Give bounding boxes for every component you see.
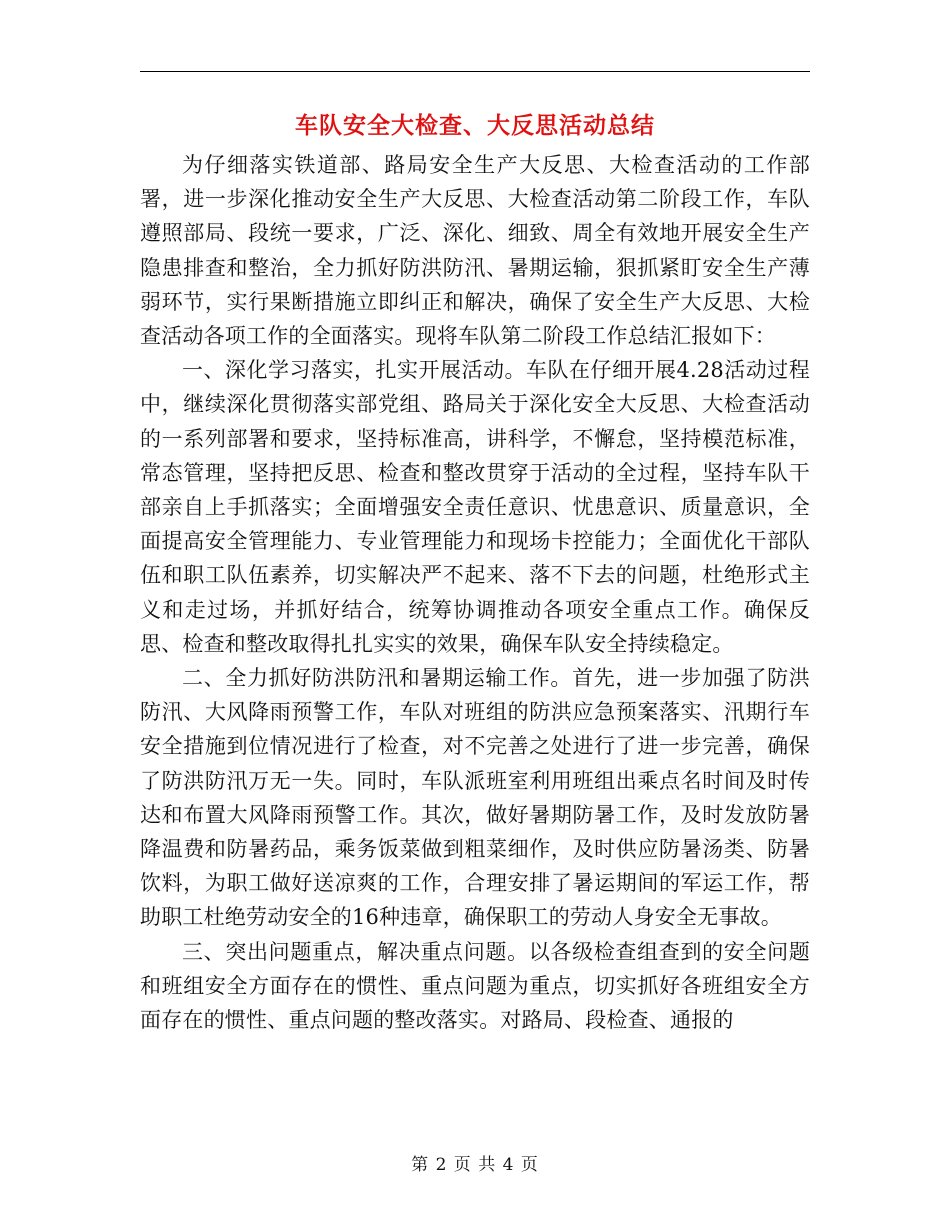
paragraph-section-3: 三、突出问题重点，解决重点问题。以各级检查组查到的安全问题和班组安全方面存在的惯性、重点问题为重点，切实抓好各班组安全方面存在的惯性、重点问题的整改落实。对路局、段检查、通报的 [140, 939, 810, 1033]
header-rule [140, 71, 810, 72]
paragraph-section-2: 二、全力抓好防洪防汛和暑期运输工作。首先，进一步加强了防洪防汛、大风降雨预警工作，车队对班组的防洪应急预案落实、汛期行车安全措施到位情况进行了检查，对不完善之处进行了进一步完善，确保了防洪防汛万无一失。同时，车队派班室利用班组出乘点名时间及时传达和布置大风降雨预警工作。其次，做好暑期防暑工作，及时发放防暑降温费和防暑药品，乘务饭菜做到粗菜细作，及时供应防暑汤类、防暑饮料，为职工做好送凉爽的工作，合理安排了暑运期间的军运工作，帮助职工杜绝劳动安全的16种违章，确保职工的劳动人身安全无事故。 [140, 666, 810, 930]
paragraph-section-1: 一、深化学习落实，扎实开展活动。车队在仔细开展4.28活动过程中，继续深化贯彻落实部党组、路局关于深化安全大反思、大检查活动的一系列部署和要求，坚持标准高，讲科学，不懈怠，坚持模范标准，常态管理，坚持把反思、检查和整改贯穿于活动的全过程，坚持车队干部亲自上手抓落实；全面增强安全责任意识、忧患意识、质量意识，全面提高安全管理能力、专业管理能力和现场卡控能力；全面优化干部队伍和职工队伍素养，切实解决严不起来、落不下去的问题，杜绝形式主义和走过场，并抓好结合，统筹协调推动各项安全重点工作。确保反思、检查和整改取得扎扎实实的效果，确保车队安全持续稳定。 [140, 358, 810, 656]
document-body [140, 148, 810, 1037]
paragraph-intro: 为仔细落实铁道部、路局安全生产大反思、大检查活动的工作部署，进一步深化推动安全生产大反思、大检查活动第二阶段工作，车队遵照部局、段统一要求，广泛、深化、细致、周全有效地开展安全生产隐患排查和整治，全力抓好防洪防汛、暑期运输，狠抓紧盯安全生产薄弱环节，实行果断措施立即纠正和解决，确保了安全生产大反思、大检查活动各项工作的全面落实。现将车队第二阶段工作总结汇报如下： [140, 153, 810, 349]
document-title: 车队安全大检查、大反思活动总结 [295, 112, 655, 139]
page-number-footer: 第 2 页 共 4 页 [411, 1155, 539, 1175]
